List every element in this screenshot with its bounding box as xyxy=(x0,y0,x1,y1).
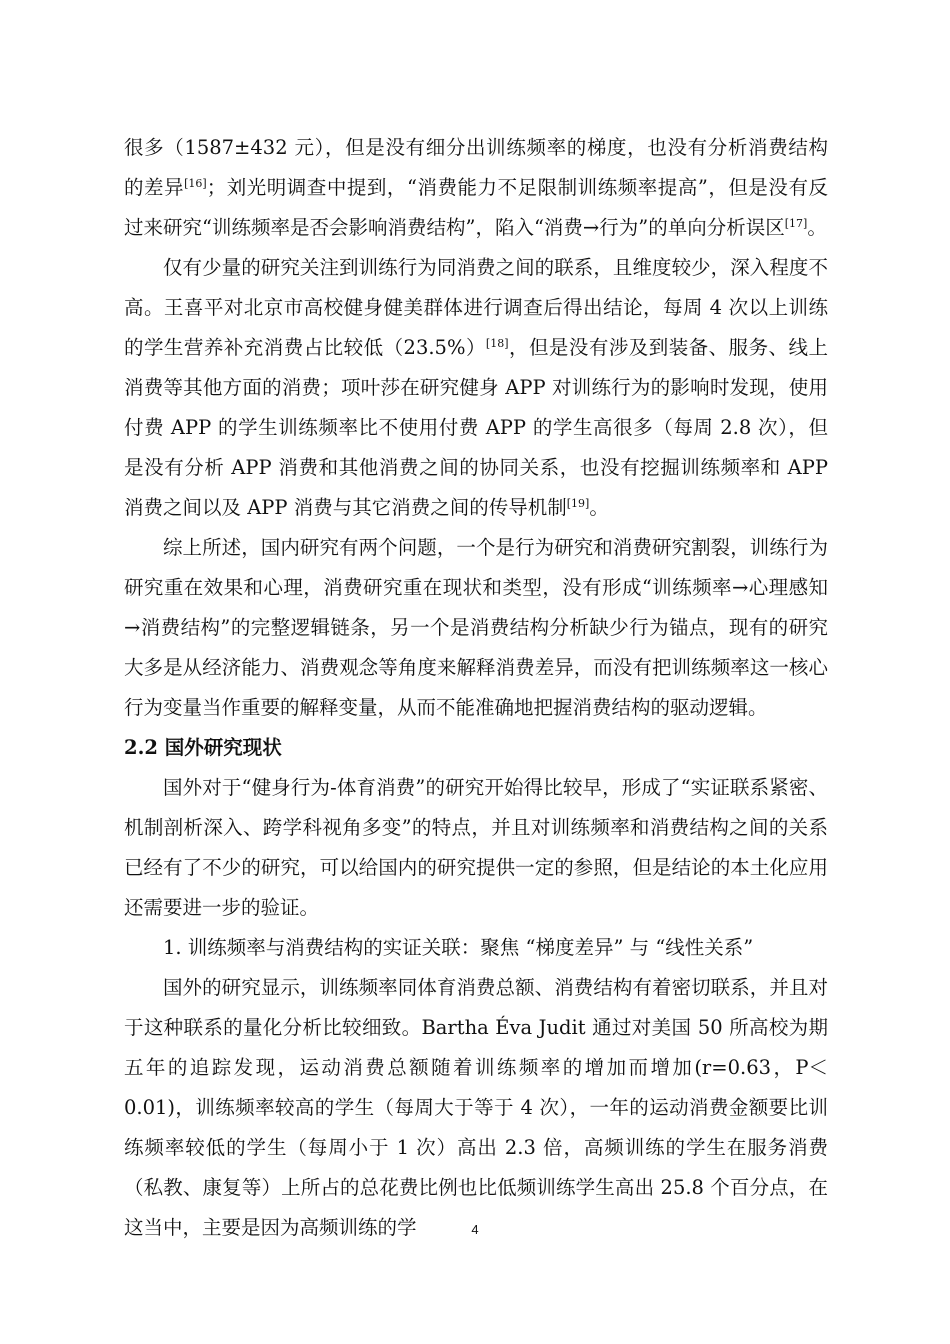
section-heading xyxy=(124,728,828,768)
paragraph xyxy=(124,248,828,528)
text-run: 2.2 国外研究现状 xyxy=(124,736,282,759)
text-run: ；刘光明调查中提到，“消费能力不足限制训练频率提高”，但是没有反过来研究“训练频率是否会影响消费结构”，陷入“消费→行为”的单向分析误区 xyxy=(124,176,828,239)
paragraph xyxy=(124,928,828,968)
citation-ref: [17] xyxy=(784,217,808,230)
paragraph xyxy=(124,128,828,248)
page-number: 4 xyxy=(471,1222,479,1237)
citation-ref: [18] xyxy=(485,337,509,350)
paragraph xyxy=(124,528,828,728)
text-run: 。 xyxy=(589,496,609,519)
citation-ref: [19] xyxy=(566,497,590,510)
citation-ref: [16] xyxy=(184,177,207,190)
text-run: 综上所述，国内研究有两个问题，一个是行为研究和消费研究割裂，训练行为研究重在效果和心理，消费研究重在现状和类型，没有形成“训练频率→心理感知→消费结构”的完整逻辑链条，另一个是消费结构分析缺少行为锚点，现有的研究大多是从经济能力、消费观念等角度来解释消费差异，而没有把训练频率这一核心行为变量当作重要的解释变量，从而不能准确地把握消费结构的驱动逻辑。 xyxy=(124,536,828,719)
paragraph xyxy=(124,968,828,1248)
paragraph xyxy=(124,768,828,928)
text-run: 仅有少量的研究关注到训练行为同消费之间的联系，且维度较少，深入程度不高。王喜平对北京市高校健身健美群体进行调查后得出结论，每周 4 次以上训练的学生营养补充消费占比较低（23.5%） xyxy=(124,256,828,359)
text-run: 国外对于“健身行为-体育消费”的研究开始得比较早，形成了“实证联系紧密、机制剖析深入、跨学科视角多变”的特点，并且对训练频率和消费结构之间的关系已经有了不少的研究，可以给国内的研究提供一定的参照，但是结论的本土化应用还需要进一步的验证。 xyxy=(124,776,828,919)
text-run: 很多（1587±432 元），但是没有细分出训练频率的梯度，也没有分析消费结构的差异 xyxy=(124,136,828,199)
text-run: 。 xyxy=(807,216,827,239)
body-text xyxy=(124,128,828,1248)
text-run: 国外的研究显示，训练频率同体育消费总额、消费结构有着密切联系，并且对于这种联系的量化分析比较细致。Bartha Éva Judit 通过对美国 50 所高校为期五年的追踪发现，运动消费总额随着训练频率的增加而增加(r=0.63，P＜0.01)，训练频率较高的学生（每周大于等于 4 次），一年的运动消费金额要比训练频率较低的学生（每周小于 1 次）高出 2.3 倍，高频训练的学生在服务消费（私教、康复等）上所占的总花费比例也比低频训练学生高出 25.8 个百分点，在这当中，主要是因为高频训练的学 xyxy=(124,976,828,1239)
text-run: ，但是没有涉及到装备、服务、线上消费等其他方面的消费；项叶莎在研究健身 APP 对训练行为的影响时发现，使用付费 APP 的学生训练频率比不使用付费 APP 的学生高很多（每周 2.8 次），但是没有分析 APP 消费和其他消费之间的协同关系，也没有挖掘训练频率和 APP 消费之间以及 APP 消费与其它消费之间的传导机制 xyxy=(124,336,828,519)
text-run: 1. 训练频率与消费结构的实证关联：聚焦 “梯度差异” 与 “线性关系” xyxy=(163,936,754,959)
